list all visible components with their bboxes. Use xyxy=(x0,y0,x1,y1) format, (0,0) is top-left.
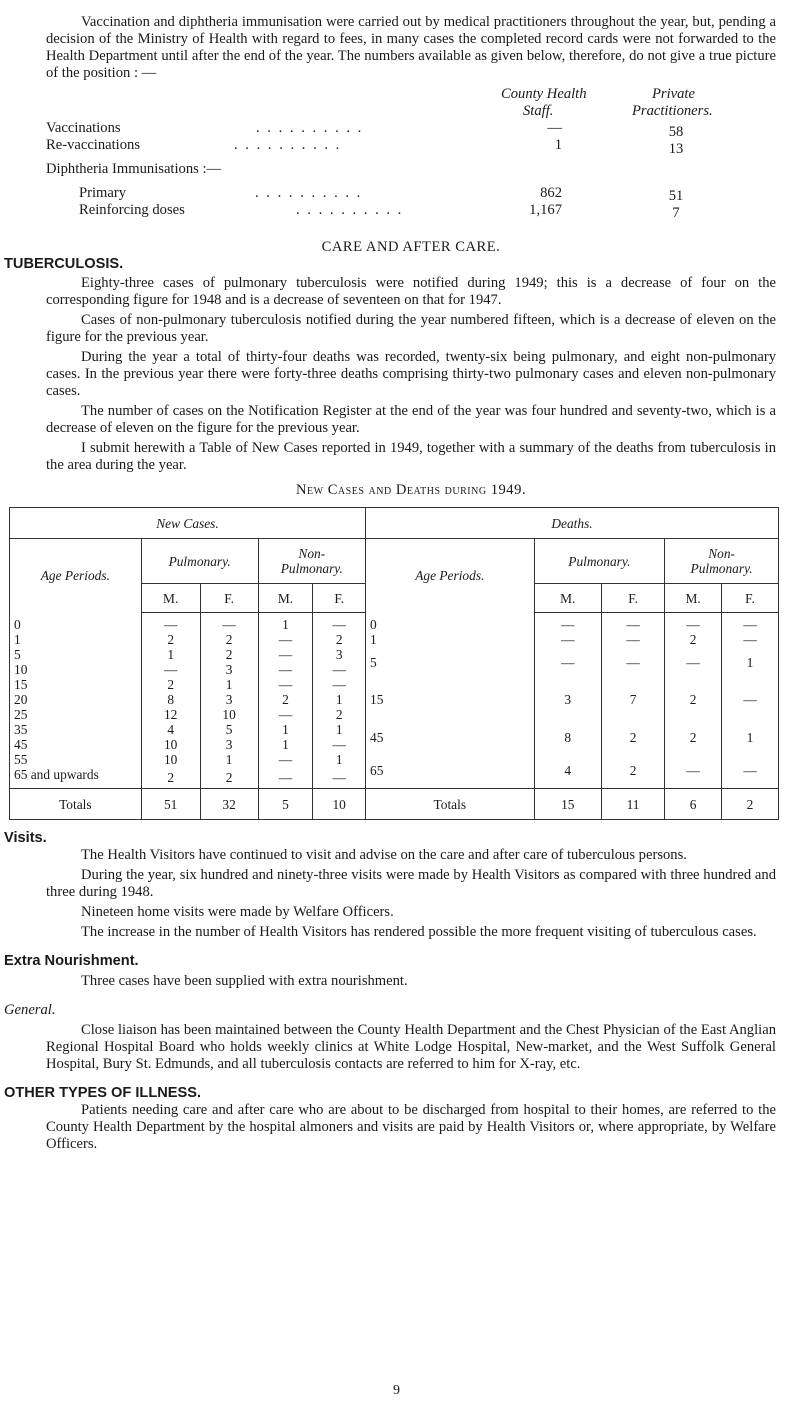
revaccinations-county: 1 xyxy=(554,137,562,153)
col-m: M. xyxy=(258,584,313,613)
private-header: Private xyxy=(652,86,695,102)
visits-heading: Visits. xyxy=(4,830,47,846)
nourishment-heading: Extra Nourishment. xyxy=(4,953,139,969)
visits-paragraph-2: During the year, six hundred and ninety-three visits were made by Health Visitors as compared with three hundred and three during 1948. xyxy=(46,867,776,900)
table-row: 55 10 1 — 1 65 4 2 — — xyxy=(10,752,779,767)
care-heading: CARE AND AFTER CARE. xyxy=(321,239,501,255)
tb-paragraph-1: Eighty-three cases of pulmonary tuberculosis were notified during 1949; this is a decrease of four on the corresponding figure for 1948 and is a decrease of seventeen on that for 1947. xyxy=(46,275,776,308)
col-m: M. xyxy=(665,584,722,613)
pulmonary-header: Pulmonary. xyxy=(141,539,258,584)
other-illness-paragraph: Patients needing care and after care who are about to be discharged from hospital to their homes, are referred to the County Health Department by the hospital almoners and visits are paid by Health Visitors or, where appropriate, by Welfare Officers. xyxy=(46,1102,776,1152)
vaccinations-county: — xyxy=(547,120,562,136)
leader-dots: . . . . . . . . . . xyxy=(255,185,363,201)
table-row: 15 2 1 — — 15 3 7 2 — xyxy=(10,677,779,692)
deaths-header: Deaths. xyxy=(366,508,779,539)
table-row: 65 and upwards 2 2 — — xyxy=(10,767,779,789)
vaccination-summary xyxy=(4,86,776,272)
col-f: F. xyxy=(601,584,664,613)
pulmonary-deaths-header: Pulmonary. xyxy=(534,539,665,584)
revaccinations-private: 13 xyxy=(668,141,684,157)
visits-paragraph-4: The increase in the number of Health Visitors has rendered possible the more frequent visiting of tuberculous cases. xyxy=(81,924,757,940)
table-row: 45 10 3 1 — xyxy=(10,737,779,752)
totals-row: Totals 51 32 5 10 Totals 15 11 6 2 xyxy=(10,789,779,820)
tb-paragraph-2: Cases of non-pulmonary tuberculosis notified during the year numbered fifteen, which is a decrease of eleven on the figure for the previous year. xyxy=(46,312,776,345)
primary-county: 862 xyxy=(540,185,562,201)
new-cases-deaths-table xyxy=(9,507,779,820)
other-illness-heading: OTHER TYPES OF ILLNESS. xyxy=(4,1085,202,1101)
table-row: 25 12 10 — 2 xyxy=(10,707,779,722)
tb-paragraph-3: During the year a total of thirty-four deaths was recorded, twenty-six being pulmonary, and eight non-pulmonary cases. In the previous year there were forty-three deaths comprising thirty-two pulmonary cases and eleven non-pulmonary cases. xyxy=(46,349,776,399)
table-row: 10 — 3 — — xyxy=(10,662,779,677)
non-pulmonary-header: Non- Pulmonary. xyxy=(258,539,365,584)
diphtheria-label: Diphtheria Immunisations :— xyxy=(46,161,222,177)
table-row: 0 — — 1 — 0 — — — — xyxy=(10,613,779,633)
vaccinations-private: 58 xyxy=(668,124,684,140)
general-paragraph: Close liaison has been maintained between the County Health Department and the Chest Physician of the East Anglian Regional Hospital Board who holds weekly clinics at White Lodge Hospital, New-market, and the West Suffolk General Hospital, Bury St. Edmunds, and all tuberculosis contacts are referred to him for X-ray, etc. xyxy=(46,1022,776,1072)
county-health-header: County Health xyxy=(501,86,587,102)
table-row: 5 1 2 — 3 5 — — — 1 xyxy=(10,647,779,662)
leader-dots: . . . . . . . . . . xyxy=(296,202,404,218)
reinforcing-private: 7 xyxy=(672,205,680,221)
new-cases-header: New Cases. xyxy=(10,508,366,539)
county-staff-header: Staff. xyxy=(523,103,554,119)
col-f: F. xyxy=(722,584,779,613)
col-m: M. xyxy=(534,584,601,613)
leader-dots: . . . . . . . . . . xyxy=(234,137,342,153)
practitioners-header: Practitioners. xyxy=(632,103,713,119)
tb-paragraph-5: I submit herewith a Table of New Cases reported in 1949, together with a summary of the deaths from tuberculosis in the area during the year. xyxy=(46,440,776,473)
document-page xyxy=(4,14,776,1153)
table-row: 20 8 3 2 1 xyxy=(10,692,779,707)
nourishment-paragraph: Three cases have been supplied with extra nourishment. xyxy=(81,973,408,989)
reinforcing-county: 1,167 xyxy=(529,202,562,218)
revaccinations-label: Re-vaccinations xyxy=(46,137,141,153)
table-title: New Cases and Deaths during 1949. xyxy=(295,482,527,498)
vaccinations-label: Vaccinations xyxy=(46,120,121,136)
tb-paragraph-4: The number of cases on the Notification Register at the end of the year was four hundred and seventy-two, which is a decrease of eleven on the figure for the previous year. xyxy=(46,403,776,436)
tuberculosis-heading: TUBERCULOSIS. xyxy=(4,256,124,272)
non-pulmonary-deaths-header: Non- Pulmonary. xyxy=(665,539,779,584)
visits-paragraph-3: Nineteen home visits were made by Welfare Officers. xyxy=(81,904,394,920)
age-periods-deaths-header: Age Periods. xyxy=(366,539,535,613)
table-row: 35 4 5 1 1 45 8 2 2 1 xyxy=(10,722,779,737)
col-f: F. xyxy=(313,584,366,613)
col-f: F. xyxy=(200,584,258,613)
leader-dots: . . . . . . . . . . xyxy=(256,120,364,136)
visits-paragraph-1: The Health Visitors have continued to visit and advise on the care and after care of tuberculous persons. xyxy=(81,847,687,863)
page-number: 9 xyxy=(393,1383,400,1398)
reinforcing-label: Reinforcing doses xyxy=(79,202,185,218)
intro-paragraph: Vaccination and diphtheria immunisation were carried out by medical practitioners throughout the year, but, pending a decision of the Ministry of Health with regard to fees, in many cases the completed record cards were not forwarded to the Health Department until after the end of the year. The numbers available as given below, therefore, do not give a true picture of the position : — xyxy=(46,14,776,81)
primary-label: Primary xyxy=(79,185,127,201)
col-m: M. xyxy=(141,584,200,613)
age-periods-header: Age Periods. xyxy=(10,539,142,613)
table-row: 1 2 2 — 2 1 — — 2 — xyxy=(10,632,779,647)
general-heading: General. xyxy=(4,1002,56,1018)
primary-private: 51 xyxy=(668,188,684,204)
